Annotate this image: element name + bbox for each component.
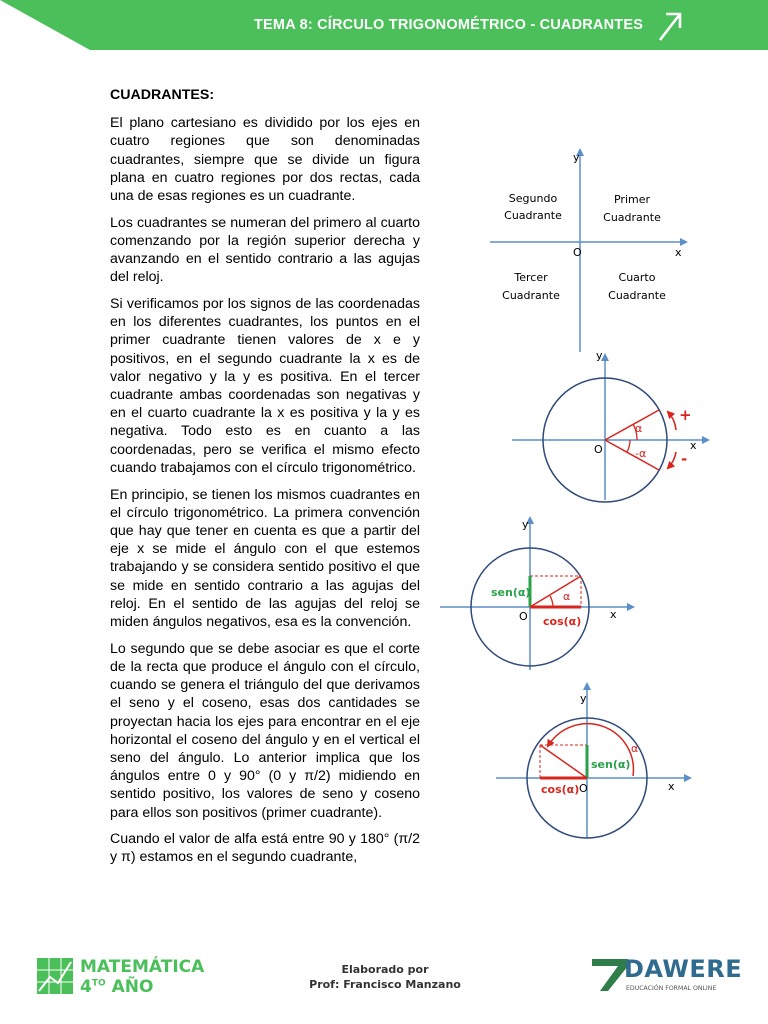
plus-sign: + xyxy=(679,406,692,424)
footer-credit xyxy=(290,962,480,992)
q4-label-a: Cuarto xyxy=(618,271,656,284)
second-quadrant-diagram xyxy=(496,684,690,838)
q4-label-b: Cuadrante xyxy=(608,289,666,302)
y-label: y xyxy=(596,349,603,362)
alpha-label: α xyxy=(635,422,643,435)
q3-label-a: Tercer xyxy=(514,271,548,284)
arrow-ccw-icon xyxy=(668,412,676,430)
logo-text: DAWERE xyxy=(624,955,743,983)
angle-arc-negative xyxy=(627,440,630,452)
alpha-label: α xyxy=(631,742,639,755)
ray-negative xyxy=(605,440,659,470)
brand-grade-sup: TO xyxy=(91,978,106,989)
brand-title: MATEMÁTICA xyxy=(80,957,205,977)
credit-line-2: Prof: Francisco Manzano xyxy=(309,978,461,991)
paragraph-3: Si verificamos por los signos de las coordenadas en los diferentes cuadrantes, los puntos en el primer cuadrante tienen valores de x e y positivos, en el segundo cuadrante la x es de valor negativo y la y es positiva. En el tercer cuadrante ambas coordenadas son negativas y en el cuarto cuadrante la x es positiva y la y es negativa. Todo esto es en cuanto a las coordenadas, pero se verifica el mismo efecto cuando trabajamos con el círculo trigonométrico. xyxy=(110,296,420,476)
cos-label: cos(α) xyxy=(541,783,580,796)
origin-label: O xyxy=(594,443,603,456)
quadrants-diagram xyxy=(490,150,686,352)
x-label: x xyxy=(668,780,675,793)
sen-label: sen(α) xyxy=(491,586,531,599)
q1-label-b: Cuadrante xyxy=(603,211,661,224)
first-quadrant-diagram xyxy=(440,518,633,670)
x-label: x xyxy=(690,439,697,452)
paragraph-2: Los cuadrantes se numeran del primero al cuarto comenzando por la región superior derecha y avanzando en el sentido contrario a las agujas del reloj. xyxy=(110,214,420,286)
x-label: x xyxy=(610,608,617,621)
paragraph-6: Cuando el valor de alfa está entre 90 y 180° (π/2 y π) estamos en el segundo cuadrante, xyxy=(110,831,420,866)
paragraph-1: El plano cartesiano es dividido por los ejes en cuatro regiones que son denominadas cuadrantes, siempre que se divide un figura plana en cuatro regiones por dos rectas, cada una de esas regiones es un cuadrante. xyxy=(110,115,420,205)
credit-line-1: Elaborado por xyxy=(341,963,429,976)
angle-sign-diagram xyxy=(512,349,708,502)
graph-logo-icon xyxy=(36,957,76,997)
y-label: y xyxy=(580,692,587,705)
alpha-label: α xyxy=(563,590,571,603)
paragraph-4: En principio, se tienen los mismos cuadrantes en el círculo trigonométrico. La primera convención que hay que tener en cuenta es que a partir del eje x se mide el ángulo con el que estemos trabajando y se considera sentido positivo el que se mide en sentido contrario a las agujas del reloj. En el sentido de las agujas del reloj se miden ángulos negativos, esa es la convención. xyxy=(110,486,420,630)
section-heading: CUADRANTES: xyxy=(110,87,215,103)
radius-ray xyxy=(540,745,587,778)
arrow-cw-icon xyxy=(668,452,676,468)
origin-label: O xyxy=(519,610,528,623)
angle-arc xyxy=(550,596,553,607)
q2-label-b: Cuadrante xyxy=(504,209,562,222)
header-title: TEMA 8: CÍRCULO TRIGONOMÉTRICO - CUADRANTES xyxy=(254,17,644,33)
radius-ray xyxy=(530,576,581,607)
ray-positive xyxy=(605,410,659,440)
minus-sign: - xyxy=(681,450,688,468)
origin-label: O xyxy=(579,782,588,795)
brand-grade xyxy=(80,977,153,997)
paragraph-5: Lo segundo que se debe asociar es que el corte de la recta que produce el ángulo con el círculo, cuando se genera el triángulo del que derivamos el seno y el coseno, esas dos cantidades se proyectan hacia los ejes para encontrar en el eje horizontal el coseno del ángulo y en el vertical el seno del ángulo. Lo anterior implica que los ángulos entre 0 y 90° (0 y π/2) midiendo en sentido positivo, los valores de seno y coseno para ellos son positivos (primer cuadrante). xyxy=(110,640,420,821)
neg-alpha-label: -α xyxy=(635,447,647,460)
y-label: y xyxy=(573,151,580,164)
dawere-logo xyxy=(590,955,745,1000)
brand-grade-number: 4 xyxy=(80,977,92,997)
cos-label: cos(α) xyxy=(543,615,582,628)
x-label: x xyxy=(675,246,682,259)
q1-label-a: Primer xyxy=(613,193,651,206)
brand-grade-year: AÑO xyxy=(111,977,154,997)
q2-label-a: Segundo xyxy=(508,192,558,205)
logo-subtitle: EDUCACIÓN FORMAL ONLINE xyxy=(626,985,717,992)
sen-label: sen(α) xyxy=(591,758,631,771)
y-label: y xyxy=(522,518,529,531)
footer-brand xyxy=(36,955,236,1000)
q3-label-b: Cuadrante xyxy=(502,289,560,302)
origin-label: O xyxy=(573,246,582,259)
